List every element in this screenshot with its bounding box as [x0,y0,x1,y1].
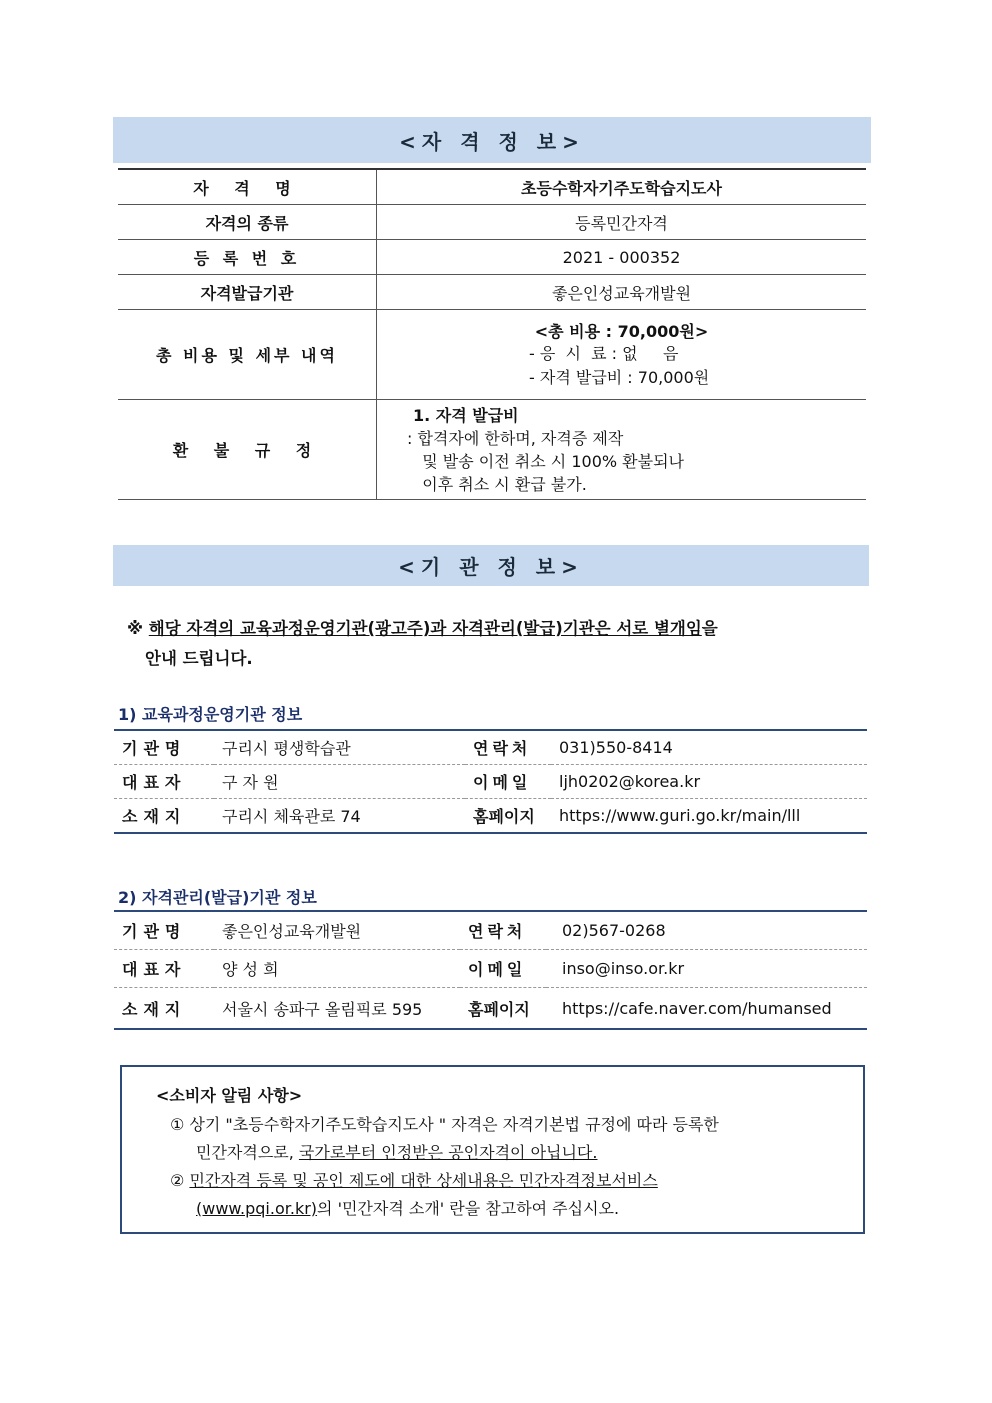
homepage-link[interactable]: https://cafe.naver.com/humansed [546,988,867,1030]
consumer-notice-items [170,1111,850,1223]
cost-total: <총 비용 : 70,000원> [534,322,709,341]
value: 구리시 평생학습관 [214,730,465,765]
refund-title: 1. 자격 발급비 [413,405,519,425]
value: 양 성 희 [214,950,460,988]
table-row [118,310,866,400]
row-key: 환 불 규 정 [118,400,377,500]
notice-item-cont [170,1195,850,1223]
notice-underlined: 해당 자격의 교육과정운영기관(광고주)과 자격관리(발급)기관은 서로 별개임 [148,619,702,638]
label: 기관명 [114,730,214,765]
separation-notice [127,614,847,674]
notice-mark: ※ [127,619,144,638]
cost-detail [377,310,867,400]
row-key: 자격발급기관 [118,275,377,310]
refund-line: 및 발송 이전 취소 시 100% 환불되나 [407,451,684,471]
pqi-link[interactable]: (www.pqi.or.kr) [196,1199,318,1218]
row-key: 자격의 종류 [118,205,377,240]
org2-table [114,910,867,1030]
table-row [114,799,867,834]
value: 서울시 송파구 올림픽로 595 [214,988,460,1030]
refund-line: 이후 취소 시 환급 불가. [407,474,587,494]
table-row [114,730,867,765]
homepage-link[interactable]: https://www.guri.go.kr/main/lll [551,799,867,834]
value: 031)550-8414 [551,730,867,765]
label: 홈페이지 [460,988,546,1030]
underlined-text: 민간자격 등록 및 공인 제도에 대한 상세내용은 민간자격정보서비스 [189,1171,658,1190]
value: 구리시 체육관로 74 [214,799,465,834]
email-link[interactable]: inso@inso.or.kr [546,950,867,988]
label: 이메일 [460,950,546,988]
label: 연락처 [465,730,551,765]
table-row [118,205,866,240]
row-key: 등 록 번 호 [118,240,377,275]
row-value: 2021 - 000352 [377,240,867,275]
cost-line: - 응 시 료 : 없 음 [529,344,679,363]
qualification-table [118,168,866,500]
row-key: 자 격 명 [118,169,377,205]
value: 구 자 원 [214,765,465,799]
org2-title: 2) 자격관리(발급)기관 정보 [118,888,317,907]
value: 좋은인성교육개발원 [214,911,460,950]
table-row [114,765,867,799]
value: 02)567-0268 [546,911,867,950]
underlined-text: 국가로부터 인정받은 공인자격이 아닙니다. [298,1143,598,1162]
label: 기관명 [114,911,214,950]
label: 대표자 [114,765,214,799]
table-row [114,950,867,988]
org1-table [114,729,867,834]
row-key: 총 비용 및 세부 내역 [118,310,377,400]
email-link[interactable]: ljh0202@korea.kr [551,765,867,799]
refund-line: : 합격자에 한하며, 자격증 제작 [407,428,624,448]
table-row [118,400,866,500]
consumer-notice-box [120,1065,865,1234]
institution-banner: <기 관 정 보> [113,545,869,586]
table-row [114,911,867,950]
label: 소재지 [114,799,214,834]
notice-line2: 안내 드립니다. [145,649,253,668]
notice-item-cont [170,1139,850,1167]
label: 홈페이지 [465,799,551,834]
label: 이메일 [465,765,551,799]
table-row [118,240,866,275]
cost-line: - 자격 발급비 : 70,000원 [529,368,710,387]
label: 연락처 [460,911,546,950]
row-value: 등록민간자격 [377,205,867,240]
org1-title: 1) 교육과정운영기관 정보 [118,705,303,724]
notice-item [170,1167,850,1195]
row-value: 좋은인성교육개발원 [377,275,867,310]
label: 대표자 [114,950,214,988]
consumer-notice-title: <소비자 알림 사항> [156,1086,303,1105]
text: 민간자격으로, [196,1143,299,1162]
label: 소재지 [114,988,214,1030]
notice-tail: 을 [701,619,718,638]
table-row [118,169,866,205]
table-row [114,988,867,1030]
text: ② [170,1171,190,1190]
notice-item: ① 상기 "초등수학자기주도학습지도사 " 자격은 자격기본법 규정에 따라 등록한 [170,1115,719,1134]
row-value: 초등수학자기주도학습지도사 [377,169,867,205]
text: 의 '민간자격 소개' 란을 참고하여 주십시오. [317,1199,620,1218]
table-row [118,275,866,310]
refund-detail [377,400,867,500]
qualification-banner: <자 격 정 보> [113,117,871,163]
